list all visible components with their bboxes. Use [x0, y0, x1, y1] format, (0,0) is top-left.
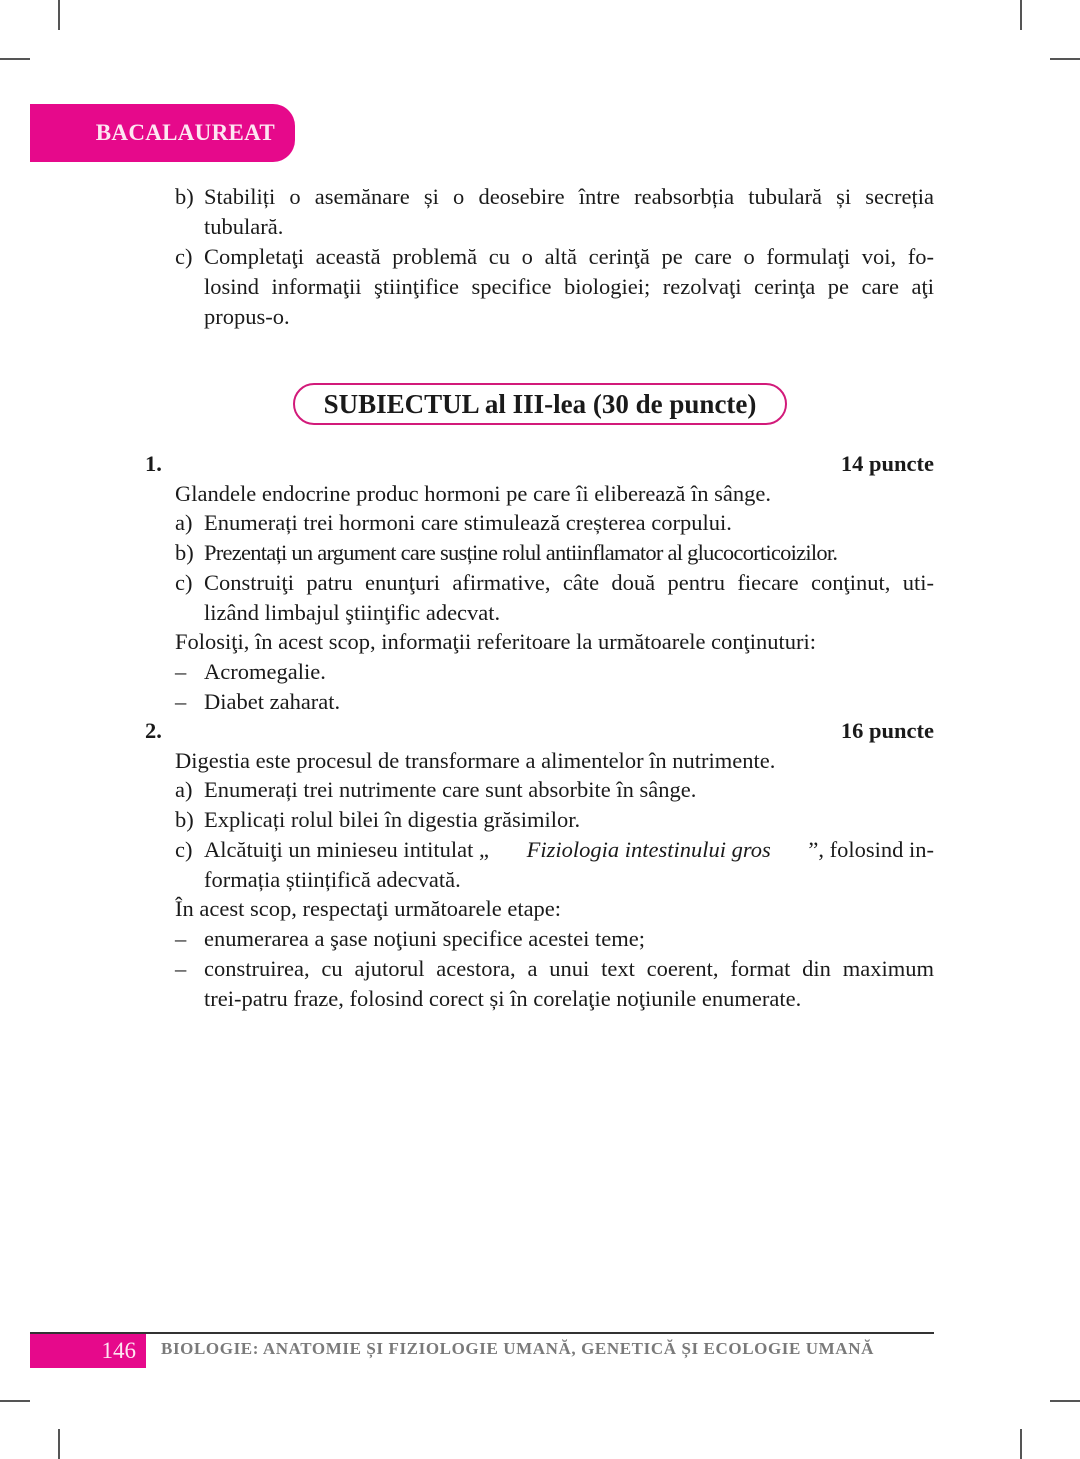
dash-bullet: – [175, 926, 187, 951]
problem-number: 2. [145, 718, 162, 743]
problem-instruction: Folosiţi, în acest scop, informaţii referitoare la următoarele conţinuturi: [175, 629, 817, 654]
crop-mark-top-left-horizontal [0, 58, 30, 60]
item-marker: c) [175, 244, 193, 269]
item-marker: b) [175, 807, 194, 832]
problem-points: 14 puncte [840, 451, 934, 476]
item-text: tubulară. [204, 214, 284, 239]
footer-rule [30, 1332, 934, 1334]
item-text: formația științifică adecvată. [204, 867, 461, 892]
item-marker: b) [175, 540, 194, 565]
item-marker: a) [175, 510, 193, 535]
essay-title: Fiziologia intestinului gros [526, 837, 771, 862]
bullet-text: Acromegalie. [204, 659, 326, 684]
dash-bullet: – [175, 659, 187, 684]
item-marker: c) [175, 837, 193, 862]
book-title: BIOLOGIE: ANATOMIE ȘI FIZIOLOGIE UMANĂ, GENETICĂ ȘI ECOLOGIE UMANĂ [161, 1339, 874, 1358]
dash-bullet: – [175, 689, 187, 714]
item-text-pre: Alcătuiţi un minieseu intitulat „ [204, 837, 489, 862]
item-marker: b) [175, 184, 194, 209]
item-text: losind informaţii ştiinţifice specifice biologiei; rezolvaţi cerinţa pe care aţi [204, 274, 934, 299]
subject-heading-box [293, 383, 787, 425]
bullet-text: trei-patru fraze, folosind corect și în corelaţie noţiunile enumerate. [204, 986, 802, 1011]
crop-mark-bottom-left-vertical [58, 1429, 60, 1459]
item-text: Construiţi patru enunţuri afirmative, câte două pentru fiecare conţinut, uti- [204, 570, 934, 595]
problem-intro: Digestia este procesul de transformare a alimentelor în nutrimente. [175, 748, 776, 773]
item-marker: a) [175, 777, 193, 802]
bullet-text: Diabet zaharat. [204, 689, 341, 714]
crop-mark-top-left-vertical [58, 0, 60, 30]
item-text [204, 835, 934, 865]
problem-instruction: În acest scop, respectaţi următoarele etape: [175, 896, 562, 921]
crop-mark-bottom-right-vertical [1020, 1429, 1022, 1459]
item-text: Stabiliți o asemănare și o deosebire între reabsorbția tubulară și secreția [204, 184, 934, 209]
item-text: Completaţi această problemă cu o altă cerinţă pe care o formulaţi voi, fo- [204, 244, 934, 269]
dash-bullet: – [175, 956, 187, 981]
item-text: Explicați rolul bilei în digestia grăsimilor. [204, 807, 581, 832]
section-banner [30, 104, 295, 162]
banner-label: BACALAUREAT [95, 120, 275, 145]
crop-mark-bottom-right-horizontal [1050, 1400, 1080, 1402]
crop-mark-top-right-vertical [1020, 0, 1022, 30]
page-number: 146 [101, 1338, 136, 1363]
item-text: Prezentați un argument care susține rolul antiinflamator al glucocorticoizilor. [204, 540, 838, 565]
item-text: Enumerați trei hormoni care stimulează creșterea corpului. [204, 510, 732, 535]
crop-mark-top-right-horizontal [1050, 58, 1080, 60]
item-text: lizând limbajul ştiinţific adecvat. [204, 600, 501, 625]
item-text: Enumerați trei nutrimente care sunt absorbite în sânge. [204, 777, 697, 802]
item-text-post: ”, folosind in- [808, 837, 934, 862]
bullet-text: enumerarea a şase noţiuni specifice acestei teme; [204, 926, 646, 951]
item-marker: c) [175, 570, 193, 595]
problem-number: 1. [145, 451, 162, 476]
problem-points: 16 puncte [840, 718, 934, 743]
item-text: propus-o. [204, 304, 290, 329]
subject-title: SUBIECTUL al III-lea (30 de puncte) [323, 388, 757, 419]
crop-mark-bottom-left-horizontal [0, 1400, 30, 1402]
page-number-box [30, 1334, 146, 1368]
bullet-text: construirea, cu ajutorul acestora, a unui text coerent, format din maximum [204, 956, 934, 981]
problem-intro: Glandele endocrine produc hormoni pe care îi eliberează în sânge. [175, 481, 771, 506]
